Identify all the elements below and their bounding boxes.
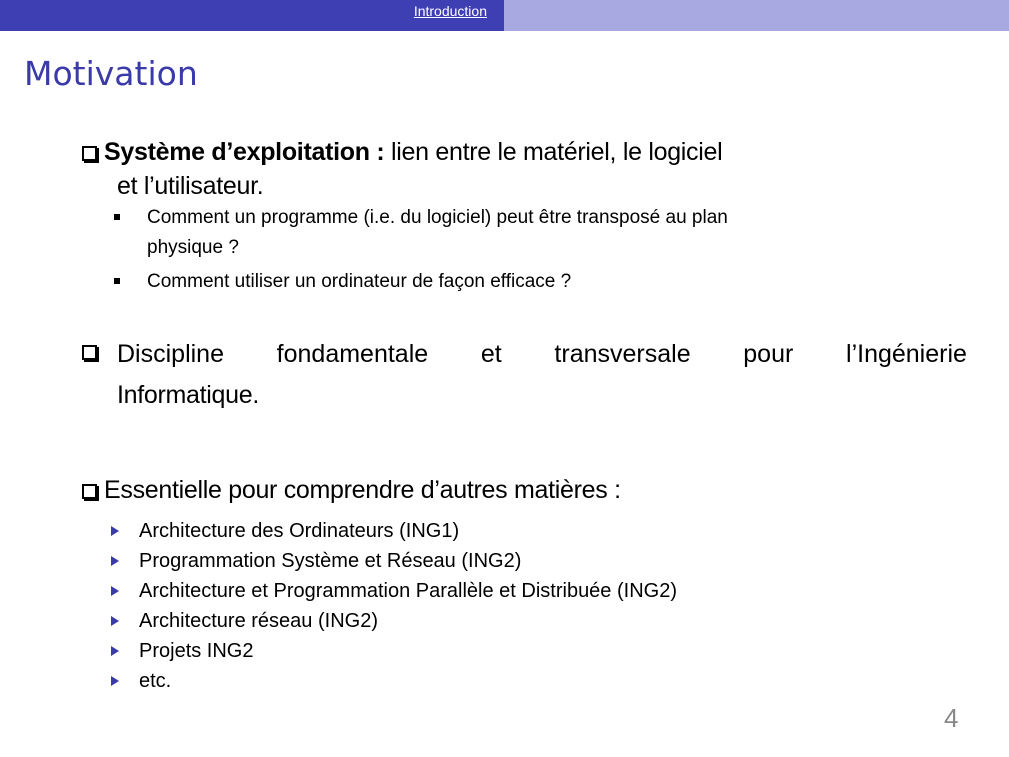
discipline-word: pour — [743, 340, 794, 368]
checkbox-bullet-icon — [82, 345, 97, 360]
sub-bullet-program-line2: physique ? — [147, 237, 239, 258]
list-item: Architecture et Programmation Parallèle et Distribuée (ING2) — [139, 580, 677, 602]
bullet-essential — [82, 473, 621, 507]
bullet-discipline-line2: Informatique. — [117, 381, 260, 409]
bullet-essential-text: Essentielle pour comprendre d’autres matières : — [104, 476, 621, 504]
discipline-word: fondamentale — [276, 340, 429, 368]
list-item: etc. — [139, 670, 172, 692]
bullet-os-line2: et l’utilisateur. — [117, 172, 264, 200]
bullet-os-bold: Système d’exploitation : — [104, 138, 385, 166]
discipline-word: transversale — [554, 340, 691, 368]
square-bullet-icon — [114, 278, 120, 284]
page-number: 4 — [944, 703, 959, 733]
list-item: Programmation Système et Réseau (ING2) — [139, 550, 522, 572]
bullet-os-text: lien entre le matériel, le logiciel — [391, 138, 723, 166]
checkbox-bullet-icon — [82, 484, 97, 499]
square-bullet-icon — [114, 214, 120, 220]
triangle-bullet-icon — [111, 676, 119, 686]
list-item: Architecture réseau (ING2) — [139, 610, 378, 632]
sub-bullet-efficiency: Comment utiliser un ordinateur de façon efficace ? — [147, 271, 572, 292]
section-tab-introduction[interactable]: Introduction — [413, 3, 487, 19]
triangle-bullet-icon — [111, 616, 119, 626]
discipline-word: et — [480, 340, 502, 368]
header-left-band — [0, 0, 504, 31]
header-right-band — [504, 0, 1009, 31]
triangle-bullet-icon — [111, 526, 119, 536]
triangle-bullet-icon — [111, 586, 119, 596]
discipline-word: l’Ingénierie — [846, 340, 967, 368]
list-item: Architecture des Ordinateurs (ING1) — [139, 520, 460, 542]
bullet-discipline — [117, 337, 967, 371]
bullet-os — [82, 135, 722, 169]
list-item: Projets ING2 — [139, 640, 254, 662]
discipline-word: Discipline — [117, 340, 224, 368]
slide-title: Motivation — [24, 54, 198, 93]
header-bar — [0, 0, 1009, 31]
sub-bullet-program: Comment un programme (i.e. du logiciel) peut être transposé au plan — [147, 207, 728, 228]
triangle-bullet-icon — [111, 646, 119, 656]
checkbox-bullet-icon — [82, 146, 97, 161]
triangle-bullet-icon — [111, 556, 119, 566]
